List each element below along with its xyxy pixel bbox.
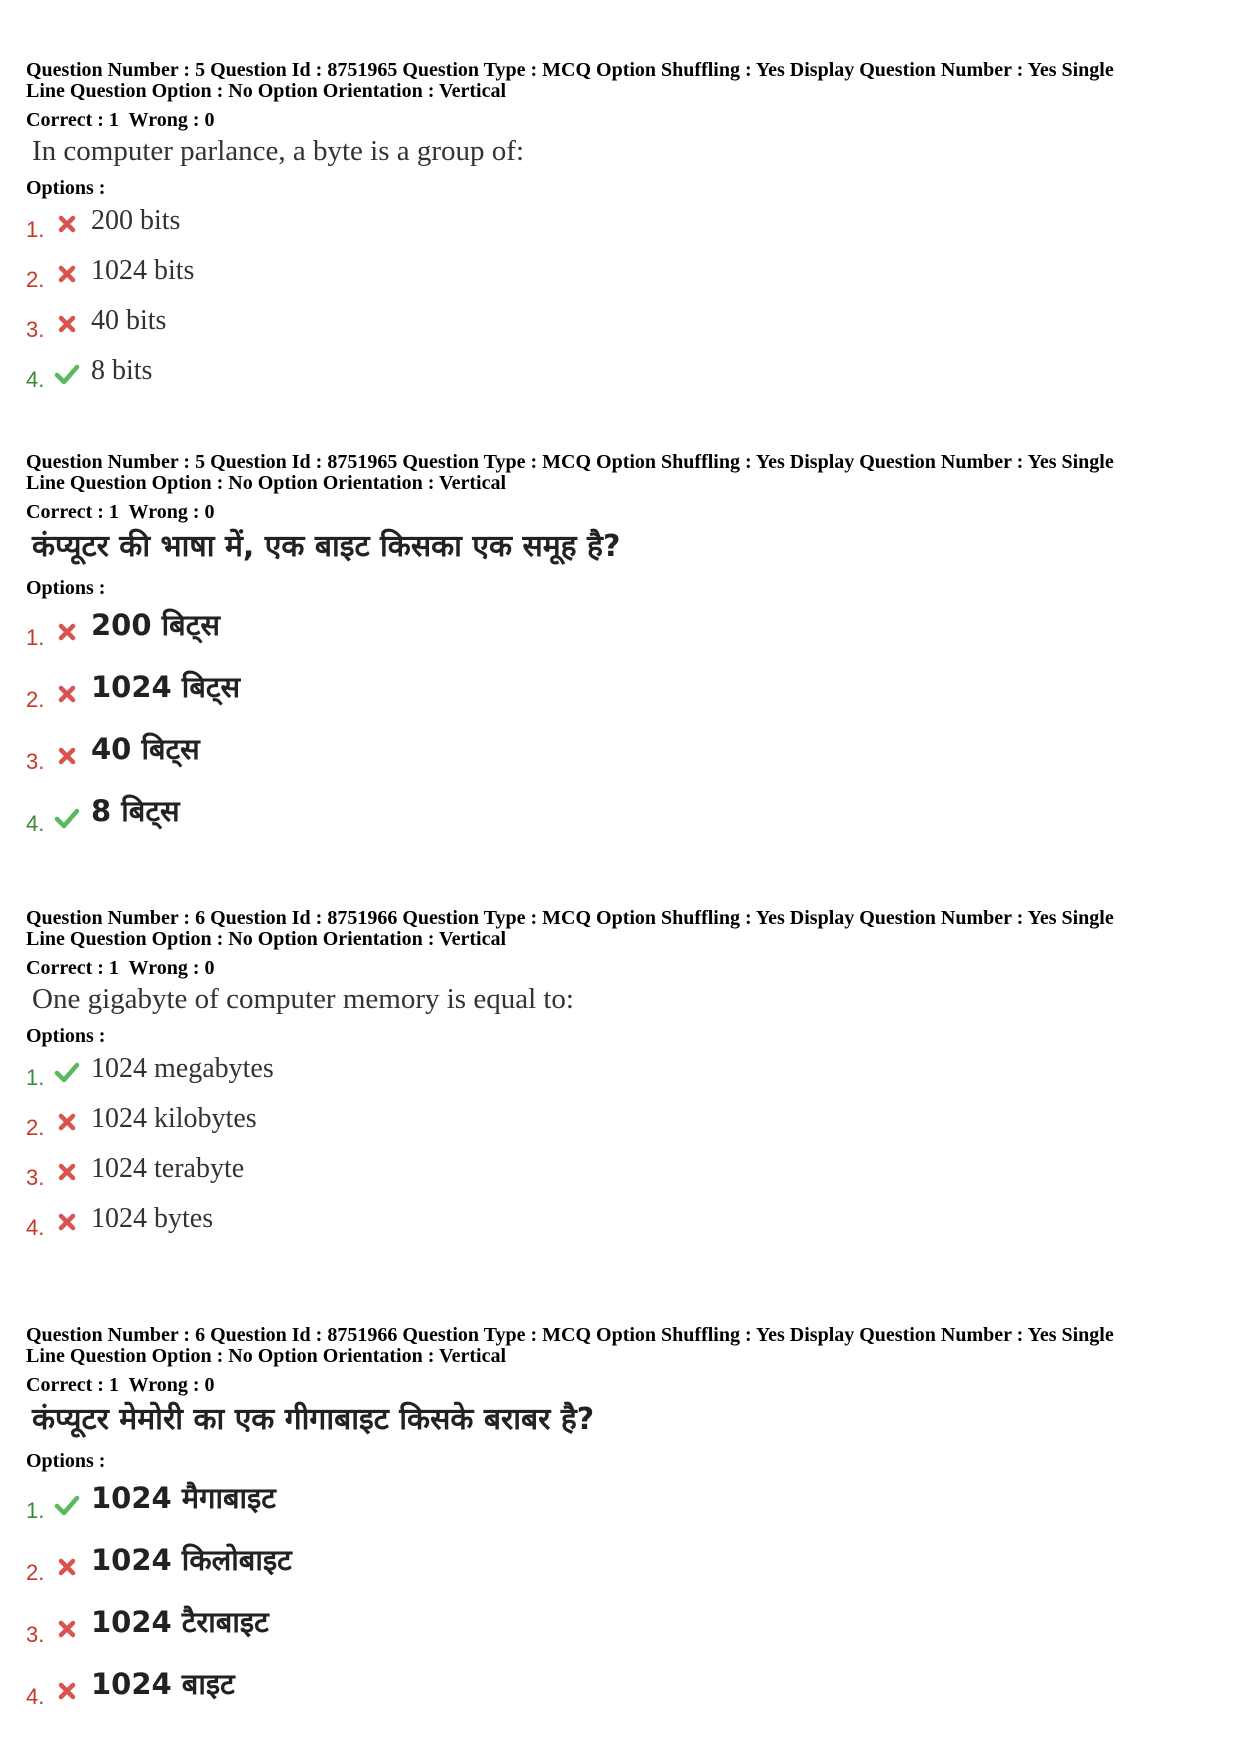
option-item [26, 1534, 1216, 1596]
cross-icon [54, 619, 80, 645]
option-item [26, 1596, 1216, 1658]
option-item [26, 599, 1216, 661]
check-icon [54, 1059, 80, 1085]
option-text: 40 bits [91, 305, 167, 336]
question-meta-line-2: Line Question Option : No Option Orientation : Vertical [26, 1345, 507, 1367]
cross-icon [54, 261, 80, 287]
option-text: 1024 किलोबाइट [91, 1543, 292, 1577]
cross-icon [54, 311, 80, 337]
option-number: 3. [26, 1622, 45, 1647]
question-text: One gigabyte of computer memory is equal to: [32, 983, 574, 1015]
option-number: 2. [26, 267, 45, 292]
question-block [26, 452, 1216, 847]
option-item-correct [26, 1047, 1216, 1097]
question-score: Correct : 1 Wrong : 0 [26, 1374, 215, 1396]
question-text: कंप्यूटर मेमोरी का एक गीगाबाइट किसके बराबर है? [32, 1402, 595, 1437]
option-text: 1024 मैगाबाइट [91, 1481, 276, 1515]
option-number: 2. [26, 1560, 45, 1585]
cross-icon [54, 1554, 80, 1580]
question-score: Correct : 1 Wrong : 0 [26, 957, 215, 979]
question-meta-line-1: Question Number : 5 Question Id : 8751965 Question Type : MCQ Option Shuffling : Yes Display Question Number : Yes Single [26, 59, 1114, 81]
option-text: 8 bits [91, 355, 153, 386]
question-block [26, 908, 1216, 1247]
question-meta-line-1: Question Number : 6 Question Id : 8751966 Question Type : MCQ Option Shuffling : Yes Display Question Number : Yes Single [26, 907, 1114, 929]
cross-icon [54, 211, 80, 237]
option-text: 1024 megabytes [91, 1053, 274, 1084]
cross-icon [54, 1109, 80, 1135]
cross-icon [54, 743, 80, 769]
options-label: Options : [26, 177, 106, 199]
question-score: Correct : 1 Wrong : 0 [26, 501, 215, 523]
option-number: 2. [26, 687, 45, 712]
option-number: 1. [26, 1065, 45, 1090]
question-text: In computer parlance, a byte is a group of: [32, 135, 525, 167]
question-meta-line-1: Question Number : 5 Question Id : 8751965 Question Type : MCQ Option Shuffling : Yes Display Question Number : Yes Single [26, 451, 1114, 473]
options-label: Options : [26, 577, 106, 599]
options-label: Options : [26, 1025, 106, 1047]
cross-icon [54, 1616, 80, 1642]
option-item [26, 1658, 1216, 1720]
option-item [26, 249, 1216, 299]
option-text: 1024 bits [91, 255, 195, 286]
check-icon [54, 1492, 80, 1518]
option-item-correct [26, 349, 1216, 399]
question-text: कंप्यूटर की भाषा में, एक बाइट किसका एक समूह है? [32, 529, 621, 564]
option-number: 4. [26, 1684, 45, 1709]
cross-icon [54, 1678, 80, 1704]
option-number: 1. [26, 1498, 45, 1523]
option-item-correct [26, 785, 1216, 847]
option-item-correct [26, 1472, 1216, 1534]
option-item [26, 199, 1216, 249]
question-score: Correct : 1 Wrong : 0 [26, 109, 215, 131]
cross-icon [54, 681, 80, 707]
option-number: 1. [26, 217, 45, 242]
option-number: 4. [26, 1215, 45, 1240]
option-item [26, 661, 1216, 723]
option-text: 200 बिट्स [91, 608, 220, 642]
question-meta-line-1: Question Number : 6 Question Id : 8751966 Question Type : MCQ Option Shuffling : Yes Display Question Number : Yes Single [26, 1324, 1114, 1346]
option-text: 40 बिट्स [91, 732, 200, 766]
question-meta-line-2: Line Question Option : No Option Orientation : Vertical [26, 928, 507, 950]
question-block [26, 60, 1216, 399]
check-icon [54, 805, 80, 831]
option-item [26, 723, 1216, 785]
option-number: 4. [26, 811, 45, 836]
option-text: 200 bits [91, 205, 181, 236]
cross-icon [54, 1159, 80, 1185]
option-text: 1024 terabyte [91, 1153, 245, 1184]
question-block [26, 1325, 1216, 1720]
option-item [26, 1147, 1216, 1197]
option-text: 8 बिट्स [91, 794, 180, 828]
option-item [26, 299, 1216, 349]
option-number: 3. [26, 317, 45, 342]
options-label: Options : [26, 1450, 106, 1472]
option-number: 2. [26, 1115, 45, 1140]
option-text: 1024 bytes [91, 1203, 214, 1234]
check-icon [54, 361, 80, 387]
option-number: 3. [26, 749, 45, 774]
option-text: 1024 kilobytes [91, 1103, 257, 1134]
option-item [26, 1197, 1216, 1247]
option-number: 1. [26, 625, 45, 650]
option-item [26, 1097, 1216, 1147]
question-meta-line-2: Line Question Option : No Option Orientation : Vertical [26, 472, 507, 494]
option-text: 1024 टैराबाइट [91, 1605, 269, 1639]
option-text: 1024 बाइट [91, 1667, 235, 1701]
option-number: 4. [26, 367, 45, 392]
option-number: 3. [26, 1165, 45, 1190]
question-meta-line-2: Line Question Option : No Option Orientation : Vertical [26, 80, 507, 102]
cross-icon [54, 1209, 80, 1235]
option-text: 1024 बिट्स [91, 670, 241, 704]
